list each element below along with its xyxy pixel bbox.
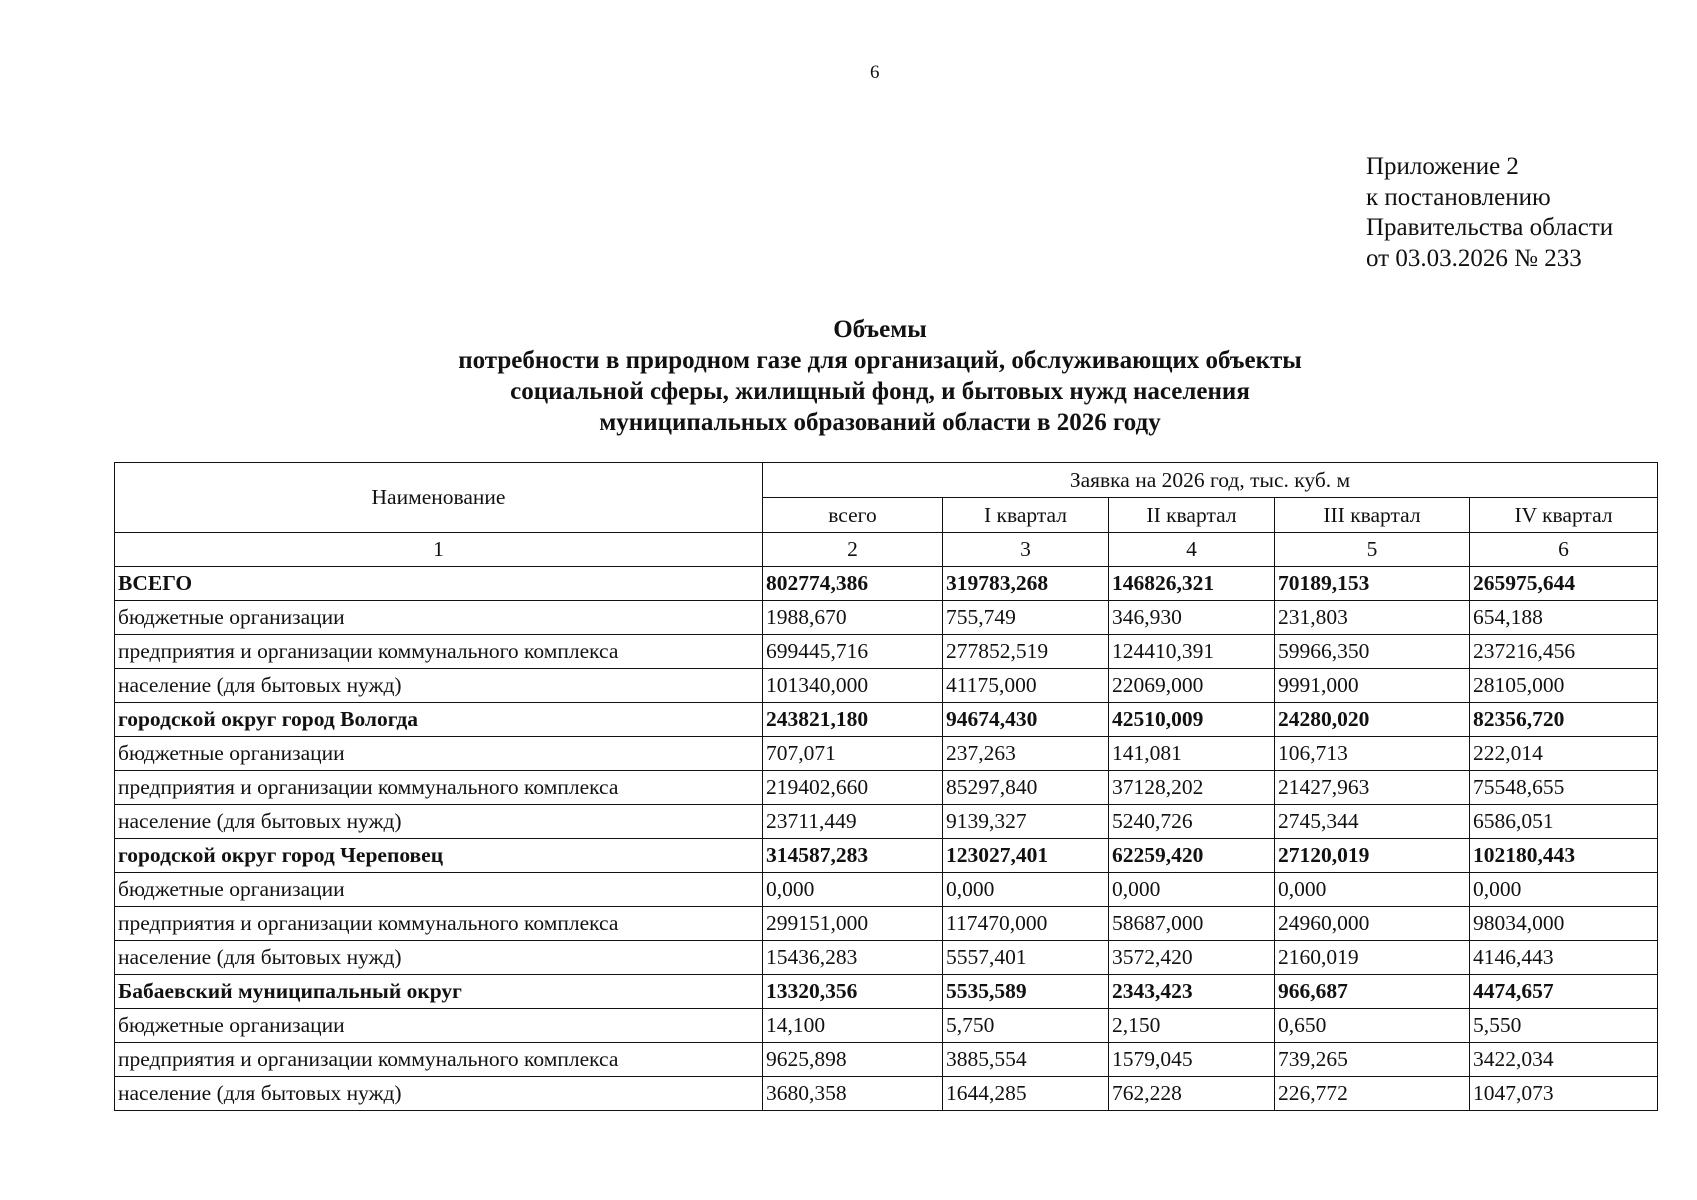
row-name: население (для бытовых нужд) — [115, 805, 763, 839]
cell-q4: 222,014 — [1470, 737, 1658, 771]
title-line: потребности в природном газе для организаций, обслуживающих объекты — [458, 347, 1302, 374]
table-row — [115, 1043, 1658, 1077]
cell-q2: 1579,045 — [1109, 1043, 1275, 1077]
table-row — [115, 1077, 1658, 1111]
table-row — [115, 907, 1658, 941]
cell-q4: 98034,000 — [1470, 907, 1658, 941]
cell-q3: 70189,153 — [1275, 567, 1470, 601]
cell-q4: 237216,456 — [1470, 635, 1658, 669]
cell-q4: 28105,000 — [1470, 669, 1658, 703]
cell-q4: 82356,720 — [1470, 703, 1658, 737]
cell-total: 3680,358 — [763, 1077, 943, 1111]
table-row — [115, 669, 1658, 703]
column-number: 2 — [763, 533, 943, 567]
table-row — [115, 635, 1658, 669]
row-name: население (для бытовых нужд) — [115, 1077, 763, 1111]
cell-total: 15436,283 — [763, 941, 943, 975]
cell-q4: 75548,655 — [1470, 771, 1658, 805]
cell-q1: 5557,401 — [943, 941, 1109, 975]
cell-q3: 739,265 — [1275, 1043, 1470, 1077]
cell-q2: 58687,000 — [1109, 907, 1275, 941]
title-line: социальной сферы, жилищный фонд, и бытовых нужд населения — [510, 378, 1250, 405]
cell-q1: 319783,268 — [943, 567, 1109, 601]
cell-q2: 146826,321 — [1109, 567, 1275, 601]
row-name: бюджетные организации — [115, 737, 763, 771]
cell-q1: 123027,401 — [943, 839, 1109, 873]
table-row — [115, 839, 1658, 873]
header-group: Заявка на 2026 год, тыс. куб. м — [763, 463, 1658, 498]
appendix-line: Приложение 2 — [1366, 153, 1519, 180]
cell-q1: 0,000 — [943, 873, 1109, 907]
cell-q3: 226,772 — [1275, 1077, 1470, 1111]
cell-q2: 124410,391 — [1109, 635, 1275, 669]
cell-q1: 41175,000 — [943, 669, 1109, 703]
column-number: 3 — [943, 533, 1109, 567]
row-name: бюджетные организации — [115, 601, 763, 635]
cell-q3: 106,713 — [1275, 737, 1470, 771]
cell-q1: 94674,430 — [943, 703, 1109, 737]
cell-total: 299151,000 — [763, 907, 943, 941]
cell-total: 101340,000 — [763, 669, 943, 703]
table-row — [115, 771, 1658, 805]
table-row — [115, 941, 1658, 975]
row-name: бюджетные организации — [115, 1009, 763, 1043]
table-row — [115, 703, 1658, 737]
appendix-line: от 03.03.2026 № 233 — [1366, 244, 1582, 272]
header-q1: I квартал — [943, 498, 1109, 533]
row-name: бюджетные организации — [115, 873, 763, 907]
column-number: 5 — [1275, 533, 1470, 567]
cell-q4: 0,000 — [1470, 873, 1658, 907]
row-name: население (для бытовых нужд) — [115, 669, 763, 703]
cell-total: 13320,356 — [763, 975, 943, 1009]
appendix-line: к постановлению — [1366, 183, 1551, 211]
cell-total: 0,000 — [763, 873, 943, 907]
cell-q3: 21427,963 — [1275, 771, 1470, 805]
cell-total: 9625,898 — [763, 1043, 943, 1077]
cell-total: 243821,180 — [763, 703, 943, 737]
header-name: Наименование — [115, 463, 763, 533]
cell-q2: 0,000 — [1109, 873, 1275, 907]
row-name: городской округ город Череповец — [115, 839, 763, 873]
table-row — [115, 601, 1658, 635]
cell-q4: 102180,443 — [1470, 839, 1658, 873]
row-name: предприятия и организации коммунального комплекса — [115, 771, 763, 805]
header-q2: II квартал — [1109, 498, 1275, 533]
cell-q4: 4474,657 — [1470, 975, 1658, 1009]
gas-demand-table — [114, 462, 1658, 1111]
row-name: население (для бытовых нужд) — [115, 941, 763, 975]
cell-total: 802774,386 — [763, 567, 943, 601]
cell-q1: 85297,840 — [943, 771, 1109, 805]
cell-total: 699445,716 — [763, 635, 943, 669]
cell-total: 1988,670 — [763, 601, 943, 635]
cell-q4: 654,188 — [1470, 601, 1658, 635]
cell-q3: 27120,019 — [1275, 839, 1470, 873]
cell-total: 219402,660 — [763, 771, 943, 805]
cell-q1: 1644,285 — [943, 1077, 1109, 1111]
table-row — [115, 975, 1658, 1009]
cell-q1: 277852,519 — [943, 635, 1109, 669]
title-line: Объемы — [833, 316, 927, 343]
document-title — [300, 314, 1460, 438]
cell-q3: 2160,019 — [1275, 941, 1470, 975]
table-row — [115, 1009, 1658, 1043]
row-name: предприятия и организации коммунального комплекса — [115, 635, 763, 669]
row-name: ВСЕГО — [115, 567, 763, 601]
table-row — [115, 873, 1658, 907]
cell-q3: 0,650 — [1275, 1009, 1470, 1043]
table-row — [115, 805, 1658, 839]
cell-q1: 9139,327 — [943, 805, 1109, 839]
column-number: 4 — [1109, 533, 1275, 567]
column-number: 1 — [115, 533, 763, 567]
row-name: предприятия и организации коммунального комплекса — [115, 1043, 763, 1077]
title-line: муниципальных образований области в 2026 году — [599, 409, 1161, 436]
cell-q3: 966,687 — [1275, 975, 1470, 1009]
appendix-reference — [1366, 152, 1613, 274]
cell-q2: 22069,000 — [1109, 669, 1275, 703]
cell-total: 314587,283 — [763, 839, 943, 873]
row-name: предприятия и организации коммунального комплекса — [115, 907, 763, 941]
cell-q3: 0,000 — [1275, 873, 1470, 907]
cell-q4: 4146,443 — [1470, 941, 1658, 975]
cell-q3: 24280,020 — [1275, 703, 1470, 737]
cell-q1: 5535,589 — [943, 975, 1109, 1009]
cell-q4: 3422,034 — [1470, 1043, 1658, 1077]
cell-q3: 59966,350 — [1275, 635, 1470, 669]
appendix-line: Правительства области — [1366, 214, 1614, 241]
cell-q3: 9991,000 — [1275, 669, 1470, 703]
header-q3: III квартал — [1275, 498, 1470, 533]
cell-total: 707,071 — [763, 737, 943, 771]
column-number: 6 — [1470, 533, 1658, 567]
cell-q4: 265975,644 — [1470, 567, 1658, 601]
row-name: Бабаевский муниципальный округ — [115, 975, 763, 1009]
table-row — [115, 567, 1658, 601]
cell-total: 14,100 — [763, 1009, 943, 1043]
cell-q2: 141,081 — [1109, 737, 1275, 771]
cell-q2: 2343,423 — [1109, 975, 1275, 1009]
cell-q1: 3885,554 — [943, 1043, 1109, 1077]
cell-q2: 346,930 — [1109, 601, 1275, 635]
cell-q2: 62259,420 — [1109, 839, 1275, 873]
cell-q1: 237,263 — [943, 737, 1109, 771]
cell-q2: 762,228 — [1109, 1077, 1275, 1111]
cell-q1: 755,749 — [943, 601, 1109, 635]
cell-q1: 5,750 — [943, 1009, 1109, 1043]
cell-q3: 24960,000 — [1275, 907, 1470, 941]
table-row — [115, 737, 1658, 771]
cell-q4: 5,550 — [1470, 1009, 1658, 1043]
cell-q2: 2,150 — [1109, 1009, 1275, 1043]
cell-q4: 1047,073 — [1470, 1077, 1658, 1111]
header-total: всего — [763, 498, 943, 533]
row-name: городской округ город Вологда — [115, 703, 763, 737]
cell-q3: 231,803 — [1275, 601, 1470, 635]
cell-q3: 2745,344 — [1275, 805, 1470, 839]
page-number: 6 — [870, 62, 880, 83]
cell-q2: 42510,009 — [1109, 703, 1275, 737]
cell-q1: 117470,000 — [943, 907, 1109, 941]
cell-q2: 3572,420 — [1109, 941, 1275, 975]
header-q4: IV квартал — [1470, 498, 1658, 533]
cell-q2: 5240,726 — [1109, 805, 1275, 839]
cell-q4: 6586,051 — [1470, 805, 1658, 839]
cell-total: 23711,449 — [763, 805, 943, 839]
cell-q2: 37128,202 — [1109, 771, 1275, 805]
